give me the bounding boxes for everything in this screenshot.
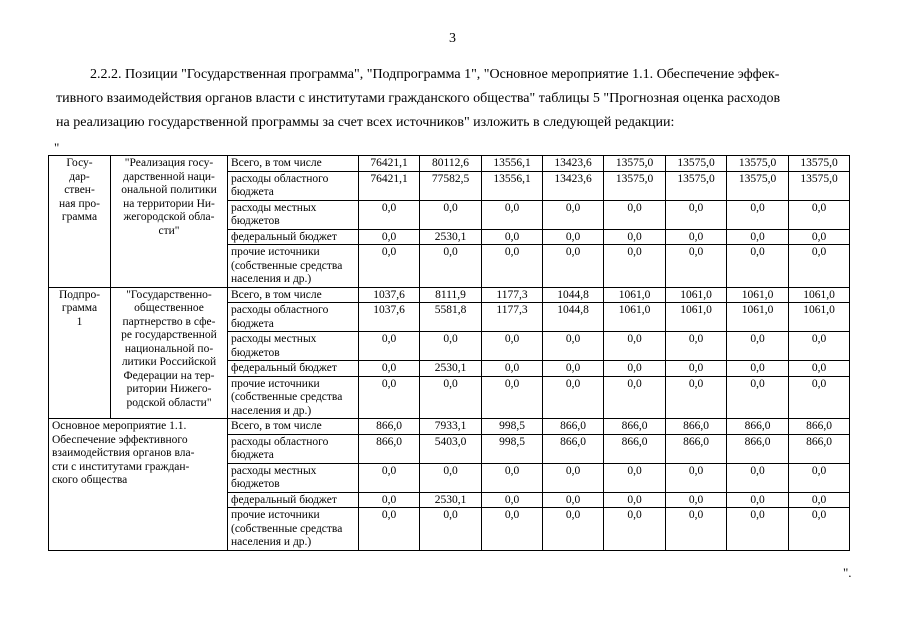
value-cell: 0,0 [604, 463, 666, 492]
value-cell: 0,0 [727, 361, 789, 377]
value-cell: 13575,0 [727, 171, 789, 200]
funding-source-cell [228, 303, 359, 332]
value-cell: 0,0 [543, 361, 604, 377]
value-cell: 1061,0 [727, 287, 789, 303]
status-line: дар- [69, 170, 90, 183]
program-name-line: родской области" [126, 396, 212, 409]
value-cell: 0,0 [789, 332, 850, 361]
table-row [49, 419, 850, 435]
value-cell: 5403,0 [420, 434, 482, 463]
value-cell: 0,0 [543, 376, 604, 419]
value-cell: 7933,1 [420, 419, 482, 435]
status-line: грамма [61, 211, 98, 223]
program-name-line: партнерство в сфе- [122, 315, 216, 328]
funding-source-cell [228, 463, 359, 492]
value-cell: 0,0 [666, 492, 727, 508]
value-cell: 0,0 [666, 508, 727, 551]
value-cell: 0,0 [666, 361, 727, 377]
value-cell: 0,0 [789, 376, 850, 419]
program-name-line: литики Российской [121, 356, 217, 368]
value-cell: 2530,1 [420, 361, 482, 377]
funding-source-cell [228, 492, 359, 508]
value-cell: 1037,6 [359, 287, 420, 303]
value-cell: 0,0 [789, 361, 850, 377]
value-cell: 1061,0 [789, 303, 850, 332]
value-cell: 0,0 [420, 508, 482, 551]
funding-source-line: бюджета [231, 186, 274, 198]
funding-source-cell [228, 376, 359, 419]
value-cell: 0,0 [789, 245, 850, 288]
value-cell: 0,0 [789, 492, 850, 508]
value-cell: 1177,3 [482, 303, 543, 332]
funding-source-line: расходы местных [231, 464, 317, 477]
program-name-line: общественное [134, 302, 204, 314]
value-cell: 2530,1 [420, 492, 482, 508]
status-cell [49, 287, 111, 419]
value-cell: 866,0 [604, 434, 666, 463]
funding-source-line: расходы местных [231, 201, 317, 214]
value-cell: 866,0 [359, 434, 420, 463]
status-line: 1 [76, 315, 83, 328]
value-cell: 0,0 [359, 508, 420, 551]
program-name-line: ре государственной [121, 329, 217, 341]
value-cell: 866,0 [359, 419, 420, 435]
value-cell: 866,0 [789, 419, 850, 435]
funding-source-cell [228, 245, 359, 288]
value-cell: 0,0 [789, 508, 850, 551]
value-cell: 0,0 [727, 376, 789, 419]
value-cell: 0,0 [359, 463, 420, 492]
funding-source-line: (собственные средства [231, 259, 343, 272]
value-cell: 0,0 [482, 245, 543, 288]
program-name-cell [111, 287, 228, 419]
funding-source-cell [228, 332, 359, 361]
value-cell: 80112,6 [420, 156, 482, 172]
funding-source-line: бюджета [231, 449, 274, 461]
status-line: ствен- [64, 184, 95, 196]
value-cell: 0,0 [359, 376, 420, 419]
value-cell: 0,0 [543, 245, 604, 288]
program-name-line: национальной по- [124, 342, 214, 355]
value-cell: 2530,1 [420, 229, 482, 245]
event-title-line: сти с институтами граждан- [52, 460, 190, 473]
funding-source-cell [228, 419, 359, 435]
value-cell: 0,0 [604, 229, 666, 245]
value-cell: 13423,6 [543, 171, 604, 200]
funding-source-line: прочие источники [231, 509, 320, 521]
funding-source-line: населения и др.) [231, 273, 312, 285]
value-cell: 76421,1 [359, 171, 420, 200]
value-cell: 0,0 [604, 508, 666, 551]
value-cell: 0,0 [482, 229, 543, 245]
program-name-line: "Государственно- [126, 288, 212, 301]
value-cell: 0,0 [604, 492, 666, 508]
value-cell: 0,0 [359, 229, 420, 245]
status-line: Подпро- [58, 288, 101, 301]
value-cell: 0,0 [543, 332, 604, 361]
intro-paragraph [56, 63, 846, 135]
value-cell: 998,5 [482, 434, 543, 463]
value-cell: 0,0 [482, 361, 543, 377]
value-cell: 13575,0 [727, 156, 789, 172]
value-cell: 0,0 [359, 361, 420, 377]
value-cell: 0,0 [543, 200, 604, 229]
value-cell: 866,0 [666, 419, 727, 435]
funding-source-line: федеральный бюджет [231, 493, 337, 506]
value-cell: 866,0 [543, 419, 604, 435]
funding-source-cell [228, 434, 359, 463]
value-cell: 0,0 [727, 200, 789, 229]
intro-line: тивного взаимодействия органов власти с институтами гражданского общества" таблицы 5 "Прогнозная оценка расходов [56, 91, 781, 106]
value-cell: 0,0 [543, 229, 604, 245]
funding-source-line: (собственные средства [231, 522, 343, 535]
program-name-line: ональной политики [121, 184, 217, 196]
value-cell: 0,0 [666, 229, 727, 245]
value-cell: 0,0 [482, 463, 543, 492]
funding-source-line: Всего, в том числе [231, 288, 322, 301]
funding-source-line: Всего, в том числе [231, 420, 322, 432]
value-cell: 0,0 [604, 361, 666, 377]
funding-source-line: федеральный бюджет [231, 362, 337, 374]
table-row [49, 287, 850, 303]
funding-source-line: расходы областного [231, 435, 329, 448]
value-cell: 1061,0 [666, 303, 727, 332]
program-name-cell [111, 156, 228, 288]
value-cell: 0,0 [727, 492, 789, 508]
value-cell: 998,5 [482, 419, 543, 435]
value-cell: 866,0 [789, 434, 850, 463]
value-cell: 13575,0 [666, 156, 727, 172]
value-cell: 0,0 [482, 200, 543, 229]
event-title-line: Основное мероприятие 1.1. [52, 420, 187, 432]
value-cell: 0,0 [789, 229, 850, 245]
funding-source-cell [228, 156, 359, 172]
value-cell: 76421,1 [359, 156, 420, 172]
program-name-line: жегородской обла- [123, 211, 215, 223]
funding-source-cell [228, 200, 359, 229]
funding-source-line: бюджетов [231, 346, 280, 359]
value-cell: 0,0 [727, 245, 789, 288]
value-cell: 1044,8 [543, 303, 604, 332]
value-cell: 1061,0 [604, 303, 666, 332]
value-cell: 866,0 [727, 434, 789, 463]
value-cell: 1061,0 [789, 287, 850, 303]
status-line: грамма [61, 302, 98, 314]
funding-source-line: населения и др.) [231, 404, 312, 417]
program-name-line: "Реализация госу- [124, 157, 214, 169]
funding-source-cell [228, 361, 359, 377]
program-name-line: Федерации на тер- [123, 369, 215, 382]
event-title-line: ского общества [52, 474, 128, 486]
value-cell: 0,0 [543, 463, 604, 492]
value-cell: 0,0 [359, 245, 420, 288]
event-title-cell [49, 419, 228, 551]
funding-source-line: (собственные средства [231, 391, 343, 403]
value-cell: 0,0 [604, 245, 666, 288]
value-cell: 1061,0 [666, 287, 727, 303]
funding-source-line: бюджетов [231, 478, 280, 490]
page-number: 3 [449, 31, 456, 46]
value-cell: 0,0 [666, 376, 727, 419]
value-cell: 1061,0 [604, 287, 666, 303]
value-cell: 13575,0 [789, 171, 850, 200]
funding-source-cell [228, 229, 359, 245]
value-cell: 0,0 [543, 508, 604, 551]
program-name-line: дарственной наци- [123, 170, 215, 183]
value-cell: 0,0 [727, 229, 789, 245]
value-cell: 0,0 [420, 332, 482, 361]
table-row [49, 156, 850, 172]
value-cell: 866,0 [543, 434, 604, 463]
value-cell: 0,0 [420, 463, 482, 492]
value-cell: 0,0 [482, 376, 543, 419]
funding-source-cell [228, 287, 359, 303]
opening-quote: " [54, 140, 60, 155]
value-cell: 0,0 [359, 332, 420, 361]
value-cell: 866,0 [604, 419, 666, 435]
funding-source-line: расходы областного [231, 304, 329, 316]
intro-line: 2.2.2. Позиции "Государственная программа", "Подпрограмма 1", "Основное мероприятие 1.1. Обеспечение эффек- [90, 67, 780, 82]
value-cell: 0,0 [482, 508, 543, 551]
value-cell: 0,0 [604, 332, 666, 361]
value-cell: 0,0 [789, 200, 850, 229]
value-cell: 13575,0 [789, 156, 850, 172]
value-cell: 0,0 [604, 200, 666, 229]
status-line: ная про- [59, 197, 100, 210]
value-cell: 0,0 [666, 245, 727, 288]
value-cell: 1177,3 [482, 287, 543, 303]
value-cell: 0,0 [727, 463, 789, 492]
value-cell: 0,0 [543, 492, 604, 508]
value-cell: 1044,8 [543, 287, 604, 303]
value-cell: 5581,8 [420, 303, 482, 332]
funding-source-line: бюджета [231, 317, 274, 330]
status-cell [49, 156, 111, 288]
value-cell: 866,0 [666, 434, 727, 463]
funding-source-cell [228, 171, 359, 200]
value-cell: 0,0 [482, 492, 543, 508]
value-cell: 0,0 [420, 200, 482, 229]
value-cell: 0,0 [420, 376, 482, 419]
funding-source-line: прочие источники [231, 246, 320, 258]
event-title-line: взаимодействия органов вла- [52, 447, 195, 459]
funding-source-line: бюджетов [231, 215, 280, 227]
value-cell: 0,0 [359, 492, 420, 508]
program-name-line: ритории Нижего- [126, 383, 212, 395]
value-cell: 0,0 [727, 332, 789, 361]
program-name-line: сти" [158, 224, 180, 237]
value-cell: 13575,0 [666, 171, 727, 200]
funding-source-line: расходы областного [231, 172, 329, 185]
expenditure-table-body [49, 156, 850, 551]
value-cell: 77582,5 [420, 171, 482, 200]
value-cell: 13575,0 [604, 171, 666, 200]
value-cell: 0,0 [359, 200, 420, 229]
intro-line: на реализацию государственной программы за счет всех источников" изложить в следующей редакции: [56, 115, 675, 130]
value-cell: 0,0 [666, 332, 727, 361]
value-cell: 0,0 [482, 332, 543, 361]
value-cell: 1037,6 [359, 303, 420, 332]
value-cell: 0,0 [666, 200, 727, 229]
value-cell: 13423,6 [543, 156, 604, 172]
value-cell: 13556,1 [482, 156, 543, 172]
value-cell: 0,0 [420, 245, 482, 288]
value-cell: 0,0 [789, 463, 850, 492]
status-line: Госу- [66, 157, 93, 169]
funding-source-line: федеральный бюджет [231, 230, 337, 243]
event-title-line: Обеспечение эффективного [52, 433, 188, 446]
funding-source-line: прочие источники [231, 377, 320, 390]
program-name-line: на территории Ни- [123, 197, 215, 210]
funding-source-cell [228, 508, 359, 551]
value-cell: 0,0 [604, 376, 666, 419]
value-cell: 13575,0 [604, 156, 666, 172]
expenditure-table [48, 155, 850, 551]
value-cell: 13556,1 [482, 171, 543, 200]
funding-source-line: расходы местных [231, 333, 317, 345]
value-cell: 0,0 [666, 463, 727, 492]
funding-source-line: населения и др.) [231, 536, 312, 548]
value-cell: 1061,0 [727, 303, 789, 332]
value-cell: 0,0 [727, 508, 789, 551]
funding-source-line: Всего, в том числе [231, 157, 322, 169]
value-cell: 8111,9 [420, 287, 482, 303]
value-cell: 866,0 [727, 419, 789, 435]
closing-quote: ". [843, 565, 852, 580]
